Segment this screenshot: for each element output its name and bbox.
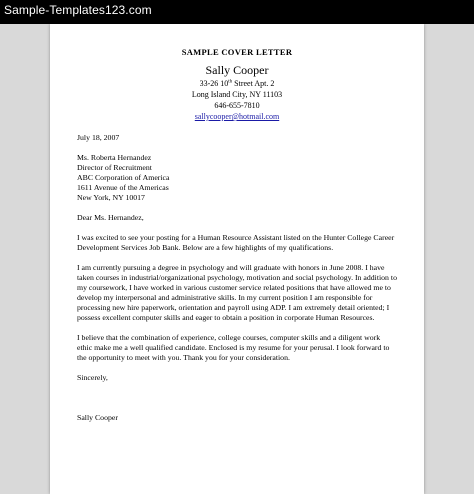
letter-date: July 18, 2007 (77, 133, 120, 142)
sender-block (50, 63, 424, 122)
top-banner (0, 0, 474, 24)
letter-body (77, 133, 397, 433)
sender-name: Sally Cooper (205, 63, 269, 77)
signature-name: Sally Cooper (77, 413, 118, 422)
sender-city: Long Island City, NY 11103 (191, 90, 283, 99)
site-watermark: Sample-Templates123.com (4, 3, 152, 17)
body-paragraph: I believe that the combination of experience, college courses, computer skills and a diligent work ethic make me a well qualified candidate. Enclosed is my resume for your perusal. I look forward to the opportunity to meet with you. Thank you for your consideration. (77, 333, 390, 362)
cover-letter (50, 24, 424, 494)
body-paragraph: I was excited to see your posting for a Human Resource Assistant listed on the Hunter College Career Development Services Job Bank. Below are a few highlights of my qualifications. (77, 233, 395, 252)
recipient-line: Director of Recruitment (77, 163, 152, 172)
body-paragraph: I am currently pursuing a degree in psychology and will graduate with honors in June 2008. I have taken courses in industrial/organizational psychology, motivation and social psychology. In addition to my coursework, I have worked in various customer service related positions that have allowed me to develop my interpersonal and administrative skills. In my current position I am responsible for processing new hire paperwork, orientation and payroll using ADP. I am extremely detail oriented; I possess excellent computer skills and eager to obtain a position in corporate Human Resources. (77, 263, 397, 322)
letter-title: SAMPLE COVER LETTER (181, 47, 293, 57)
sender-email-link[interactable]: sallycooper@hotmail.com (194, 112, 280, 121)
sender-street (50, 78, 424, 89)
street-ordinal: th (228, 79, 233, 85)
salutation: Dear Ms. Hernandez, (77, 213, 144, 222)
recipient-line: Ms. Roberta Hernandez (77, 153, 152, 162)
closing: Sincerely, (77, 373, 108, 382)
street-rest: Street Apt. 2 (232, 79, 275, 88)
recipient-line: 1611 Avenue of the Americas (77, 183, 169, 192)
recipient-address (77, 153, 397, 203)
document-page (50, 24, 424, 494)
recipient-line: New York, NY 10017 (77, 193, 145, 202)
signature-space (77, 393, 397, 413)
street-number: 33-26 10 (199, 79, 229, 88)
recipient-line: ABC Corporation of America (77, 173, 170, 182)
sender-phone: 646-655-7810 (214, 101, 260, 110)
